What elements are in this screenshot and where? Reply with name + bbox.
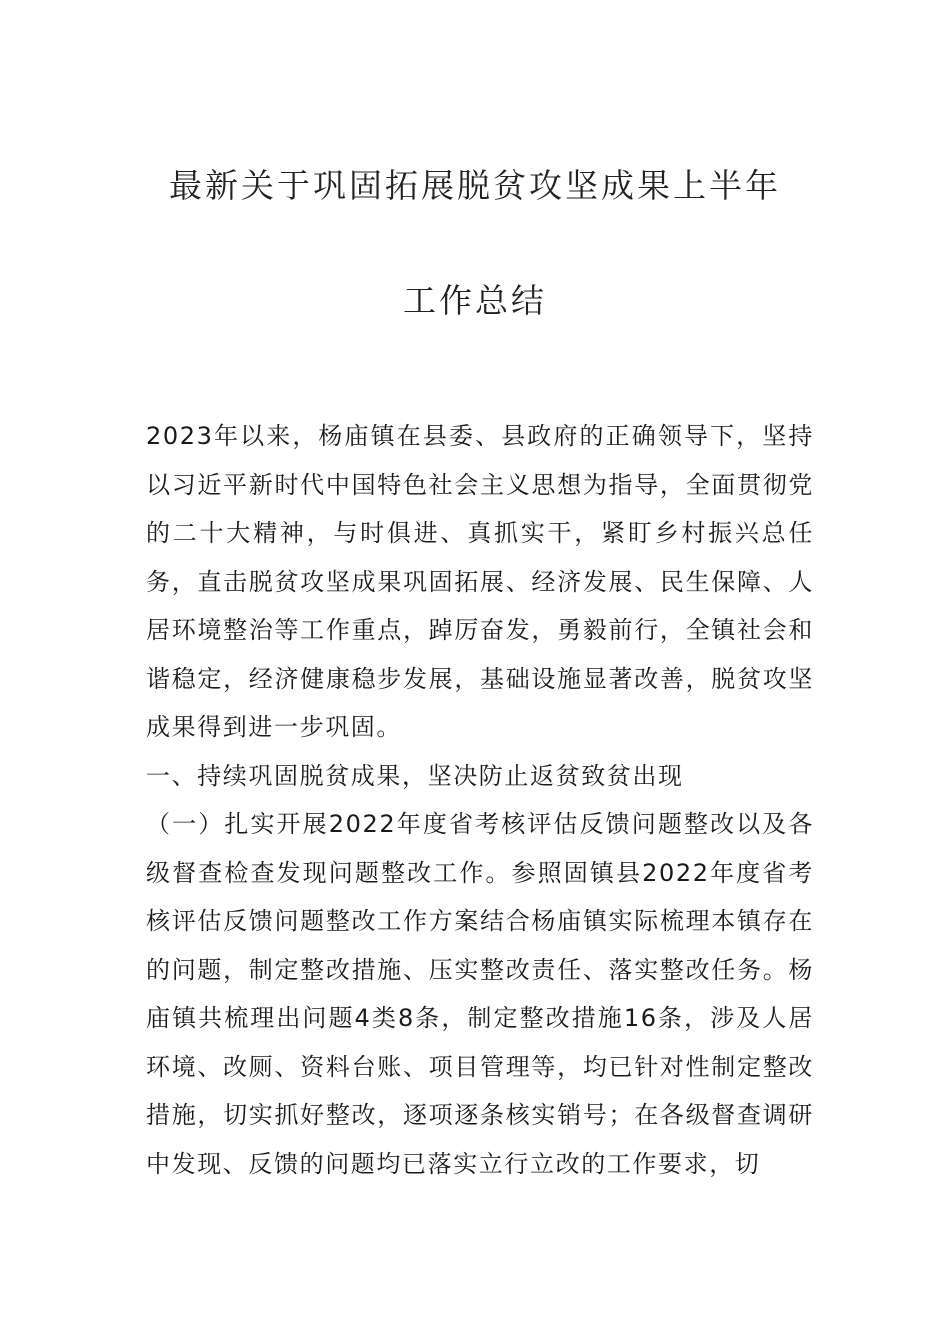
section-heading-1: 一、持续巩固脱贫成果，坚决防止返贫致贫出现 — [146, 761, 684, 790]
document-title-line-1: 最新关于巩固拓展脱贫攻坚成果上半年 — [169, 166, 781, 205]
paragraph-subsection-1: （一）扎实开展2022年度省考核评估反馈问题整改以及各级督查检查发现问题整改工作。参照固镇县2022年度省考核评估反馈问题整改工作方案结合杨庙镇实际梳理本镇存在的问题，制定整改措施、压实整改责任、落实整改任务。杨庙镇共梳理出问题4类8条，制定整改措施16条，涉及人居环境、改厕、资料台账、项目管理等，均已针对性制定整改措施，切实抓好整改，逐项逐条核实销号；在各级督查调研中发现、反馈的问题均已落实立行立改的工作要求，切 — [146, 810, 814, 1178]
document-body — [146, 412, 814, 1188]
document-title-line-2: 工作总结 — [403, 281, 547, 320]
paragraph-intro: 2023年以来，杨庙镇在县委、县政府的正确领导下，坚持以习近平新时代中国特色社会主义思想为指导，全面贯彻党的二十大精神，与时俱进、真抓实干，紧盯乡村振兴总任务，直击脱贫攻坚成果巩固拓展、经济发展、民生保障、人居环境整治等工作重点，踔厉奋发，勇毅前行，全镇社会和谐稳定，经济健康稳步发展，基础设施显著改善，脱贫攻坚成果得到进一步巩固。 — [146, 422, 814, 741]
